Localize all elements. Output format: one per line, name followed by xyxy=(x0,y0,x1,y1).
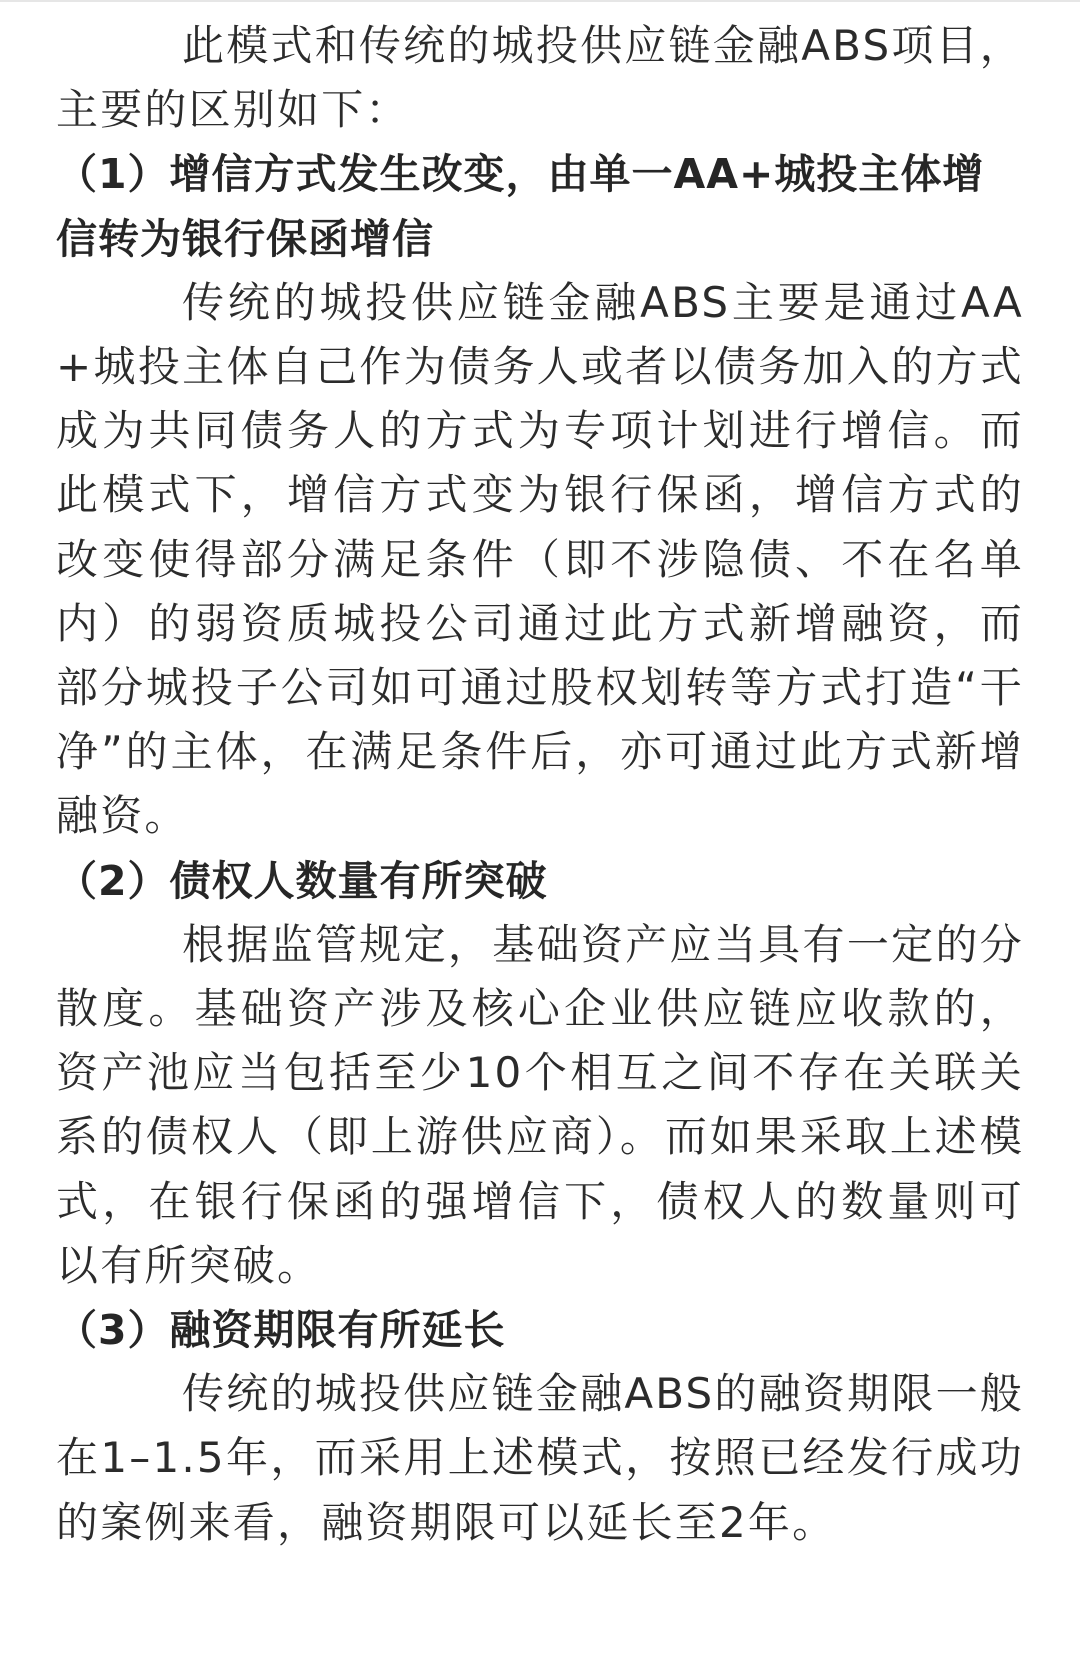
section-body: 传统的城投供应链金融ABS主要是通过AA+城投主体自己作为债务人或者以债务加入的方式成为共同债务人的方式为专项计划进行增信。而此模式下，增信方式变为银行保函，增信方式的改变使得部分满足条件（即不涉隐债、不在名单内）的弱资质城投公司通过此方式新增融资，而部分城投子公司如可通过股权划转等方式打造“干净”的主体，在满足条件后，亦可通过此方式新增融资。 xyxy=(56,277,1024,841)
intro-paragraph: 此模式和传统的城投供应链金融ABS项目，主要的区别如下： xyxy=(56,21,1024,135)
section-1 xyxy=(56,142,1024,848)
section-number: （1） xyxy=(56,150,170,199)
section-2 xyxy=(56,849,1024,1298)
section-heading xyxy=(56,849,1024,913)
section-body: 传统的城投供应链金融ABS的融资期限一般在1–1.5年，而采用上述模式，按照已经发行成功的案例来看，融资期限可以延长至2年。 xyxy=(56,1369,1024,1547)
section-title: 融资期限有所延长 xyxy=(169,1306,506,1355)
section-heading xyxy=(56,142,1024,270)
top-divider xyxy=(0,0,1080,2)
article-body xyxy=(56,14,1024,1555)
section-title: 增信方式发生改变，由单一AA+城投主体增信转为银行保函增信 xyxy=(56,150,985,263)
section-heading xyxy=(56,1298,1024,1362)
section-body: 根据监管规定，基础资产应当具有一定的分散度。基础资产涉及核心企业供应链应收款的，资产池应当包括至少10个相互之间不存在关联关系的债权人（即上游供应商）。而如果采取上述模式，在银行保函的强增信下，债权人的数量则可以有所突破。 xyxy=(56,919,1024,1290)
section-number: （3） xyxy=(56,1306,170,1355)
section-3 xyxy=(56,1298,1024,1555)
section-title: 债权人数量有所突破 xyxy=(169,856,548,905)
section-number: （2） xyxy=(56,856,170,905)
